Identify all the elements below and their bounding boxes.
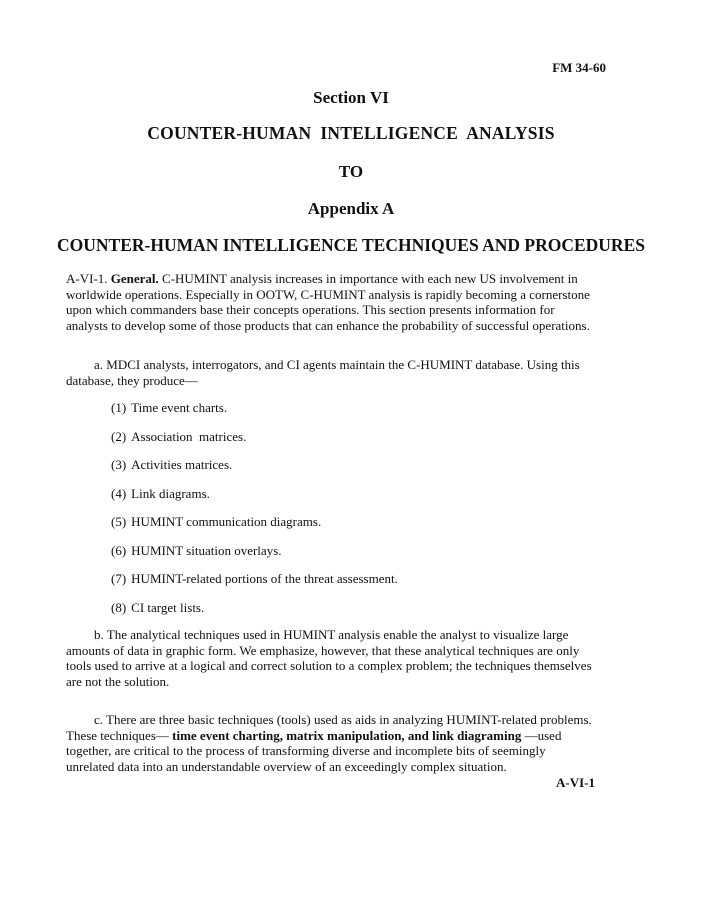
paragraph-a: a. MDCI analysts, interrogators, and CI agents maintain the C-HUMINT database. Using this database, they produce— — [66, 357, 580, 388]
list-item — [111, 400, 227, 416]
document-id: FM 34-60 — [552, 60, 606, 75]
list-item-number: (4) — [111, 486, 127, 501]
section-title: Section VI — [313, 88, 389, 107]
main-title: COUNTER-HUMAN INTELLIGENCE ANALYSIS — [147, 123, 555, 143]
list-item-number: (5) — [111, 514, 127, 529]
list-item-number: (7) — [111, 571, 127, 586]
list-item-text: HUMINT-related portions of the threat assessment. — [131, 571, 398, 586]
general-label: General. — [110, 271, 159, 286]
list-item-text: CI target lists. — [131, 600, 205, 615]
general-text: C-HUMINT analysis increases in importance with each new US involvement in worldwide operations. Especially in OOTW, C-HUMINT analysis is rapidly becoming a cornerstone upon which commanders base their concepts operations. This section presents information for analysts to develop some of those products that can enhance the probability of successful operations. — [66, 271, 590, 333]
list-item — [111, 457, 232, 473]
list-item-number: (2) — [111, 429, 127, 444]
appendix-subtitle: COUNTER-HUMAN INTELLIGENCE TECHNIQUES AND PROCEDURES — [57, 235, 645, 255]
list-item-number: (8) — [111, 600, 127, 615]
list-item-text: HUMINT communication diagrams. — [131, 514, 322, 529]
list-item — [111, 543, 282, 559]
list-item — [111, 571, 398, 587]
list-item-text: Association matrices. — [131, 429, 247, 444]
list-item-text: Link diagrams. — [131, 486, 210, 501]
appendix-title: Appendix A — [307, 199, 395, 218]
list-item — [111, 486, 210, 502]
list-item — [111, 429, 246, 445]
list-item-text: Activities matrices. — [131, 457, 233, 472]
general-paragraph — [66, 271, 592, 333]
paragraph-c-techniques: time event charting, matrix manipulation, and link diagraming — [172, 727, 522, 743]
paragraph-c — [66, 712, 592, 774]
paragraph-c-text-after: —used together, are critical to the process of transforming diverse and incomplete bits of seemingly unrelated data into an understandable overview of an exceedingly complex situation. — [66, 727, 562, 774]
list-item-text: Time event charts. — [131, 400, 228, 415]
page-number: A-VI-1 — [556, 775, 595, 790]
general-label-prefix: A-VI-1. — [66, 271, 111, 286]
list-item-number: (1) — [111, 400, 127, 415]
list-item-number: (6) — [111, 543, 127, 558]
list-item — [111, 600, 204, 616]
to-line: TO — [338, 162, 364, 181]
list-item-text: HUMINT situation overlays. — [131, 543, 282, 558]
list-item-number: (3) — [111, 457, 127, 472]
list-item — [111, 514, 321, 530]
paragraph-c-text-before: c. There are three basic techniques (tools) used as aids in analyzing HUMINT-related problems. These techniques— — [66, 712, 592, 743]
paragraph-b: b. The analytical techniques used in HUMINT analysis enable the analyst to visualize large amounts of data in graphic form. We emphasize, however, that these analytical techniques are only tools used to arrive at a logical and correct solution to a complex problem; the techniques themselves are not the solution. — [66, 627, 592, 689]
